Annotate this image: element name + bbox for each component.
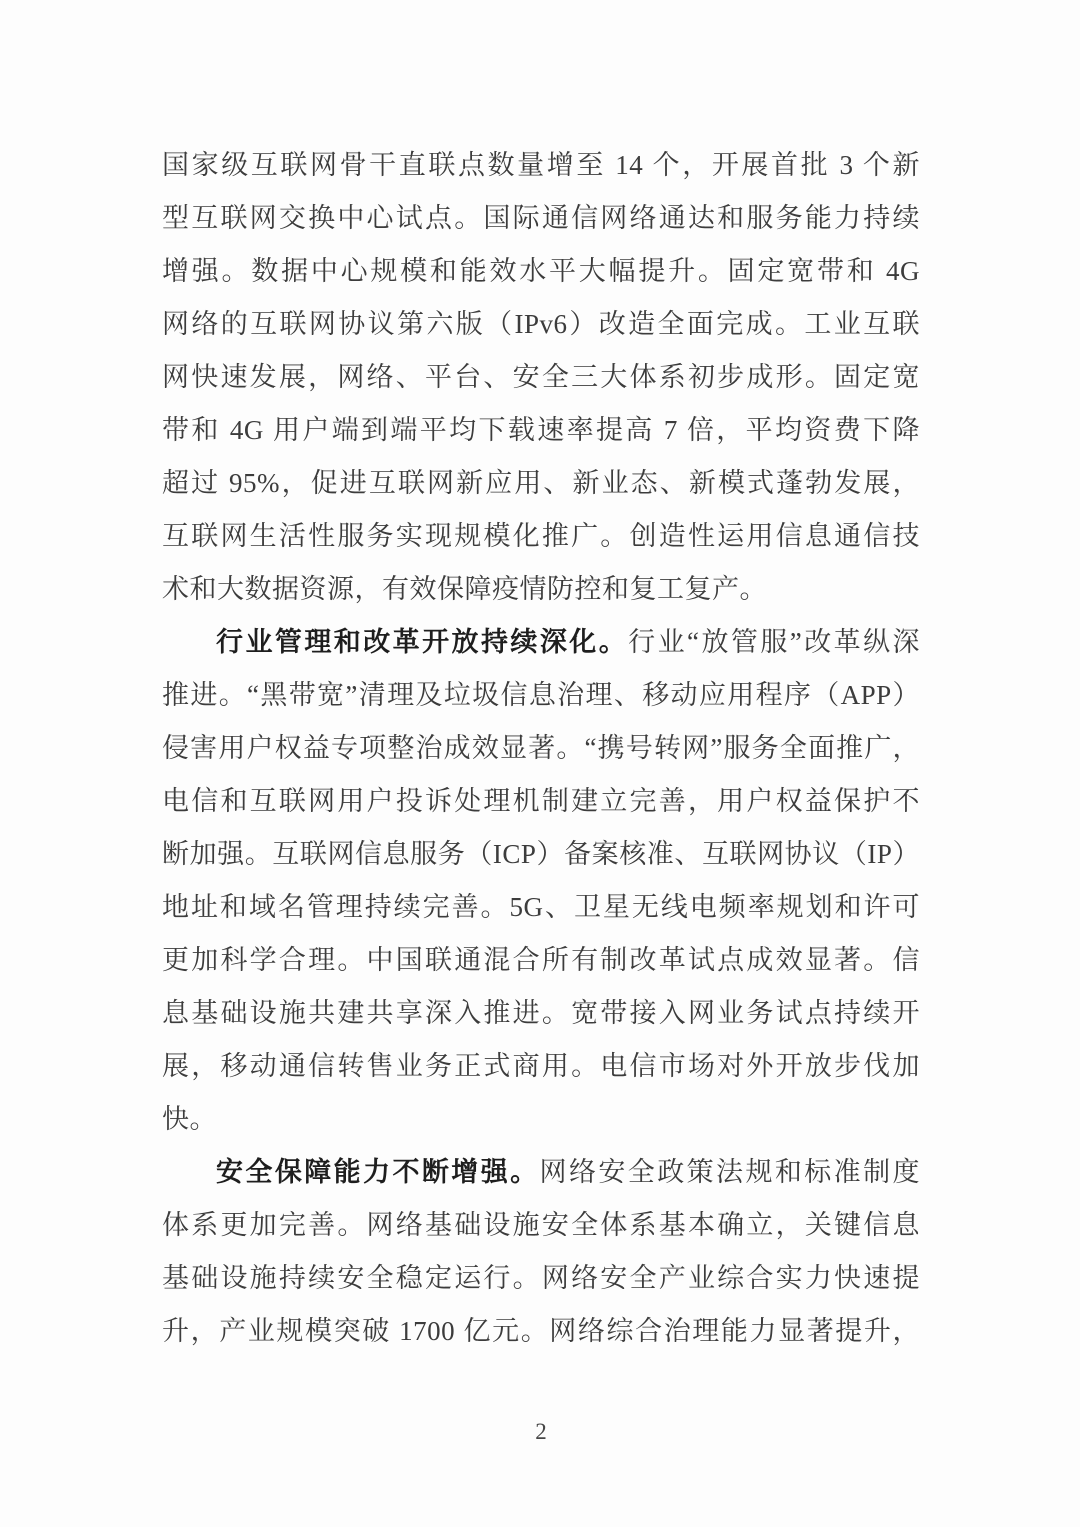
text-line: 侵害用户权益专项整治成效显著。“携号转网”服务全面推广， [162,733,920,763]
text-line: 安全保障能力不断增强。网络安全政策法规和标准制度 [216,1157,921,1187]
text-line: 基础设施持续安全稳定运行。网络安全产业综合实力快速提 [162,1263,920,1293]
document-body [162,139,920,1358]
text-line: 国家级互联网骨干直联点数量增至 14 个，开展首批 3 个新 [162,150,920,180]
text-line: 电信和互联网用户投诉处理机制建立完善，用户权益保护不 [162,786,920,816]
text-line: 网快速发展，网络、平台、安全三大体系初步成形。固定宽 [162,362,920,392]
text-line: 更加科学合理。中国联通混合所有制改革试点成效显著。信 [162,945,920,975]
paragraph-lead: 安全保障能力不断增强。 [216,1157,540,1187]
text-line: 行业管理和改革开放持续深化。行业“放管服”改革纵深 [216,627,921,657]
text-line: 互联网生活性服务实现规模化推广。创造性运用信息通信技 [162,521,920,551]
page-number: 2 [535,1419,547,1444]
text-line: 增强。数据中心规模和能效水平大幅提升。固定宽带和 4G [162,256,920,286]
text-line: 超过 95%，促进互联网新应用、新业态、新模式蓬勃发展， [162,468,920,498]
text-line: 带和 4G 用户端到端平均下载速率提高 7 倍，平均资费下降 [162,415,920,445]
text-line: 断加强。互联网信息服务（ICP）备案核准、互联网协议（IP） [162,839,920,869]
text-line: 地址和域名管理持续完善。5G、卫星无线电频率规划和许可 [162,892,920,922]
paragraph-lead: 行业管理和改革开放持续深化。 [216,627,629,657]
text-line: 升，产业规模突破 1700 亿元。网络综合治理能力显著提升， [162,1316,920,1346]
text-line: 术和大数据资源，有效保障疫情防控和复工复产。 [162,574,767,604]
text-line: 体系更加完善。网络基础设施安全体系基本确立，关键信息 [162,1210,920,1240]
text-line: 息基础设施共建共享深入推进。宽带接入网业务试点持续开 [162,998,920,1028]
text-line: 推进。“黑带宽”清理及垃圾信息治理、移动应用程序（APP） [162,680,920,710]
text-line: 展，移动通信转售业务正式商用。电信市场对外开放步伐加 [162,1051,920,1081]
text-line: 快。 [162,1104,217,1134]
text-line: 型互联网交换中心试点。国际通信网络通达和服务能力持续 [162,203,920,233]
text-line: 网络的互联网协议第六版（IPv6）改造全面完成。工业互联 [162,309,920,339]
